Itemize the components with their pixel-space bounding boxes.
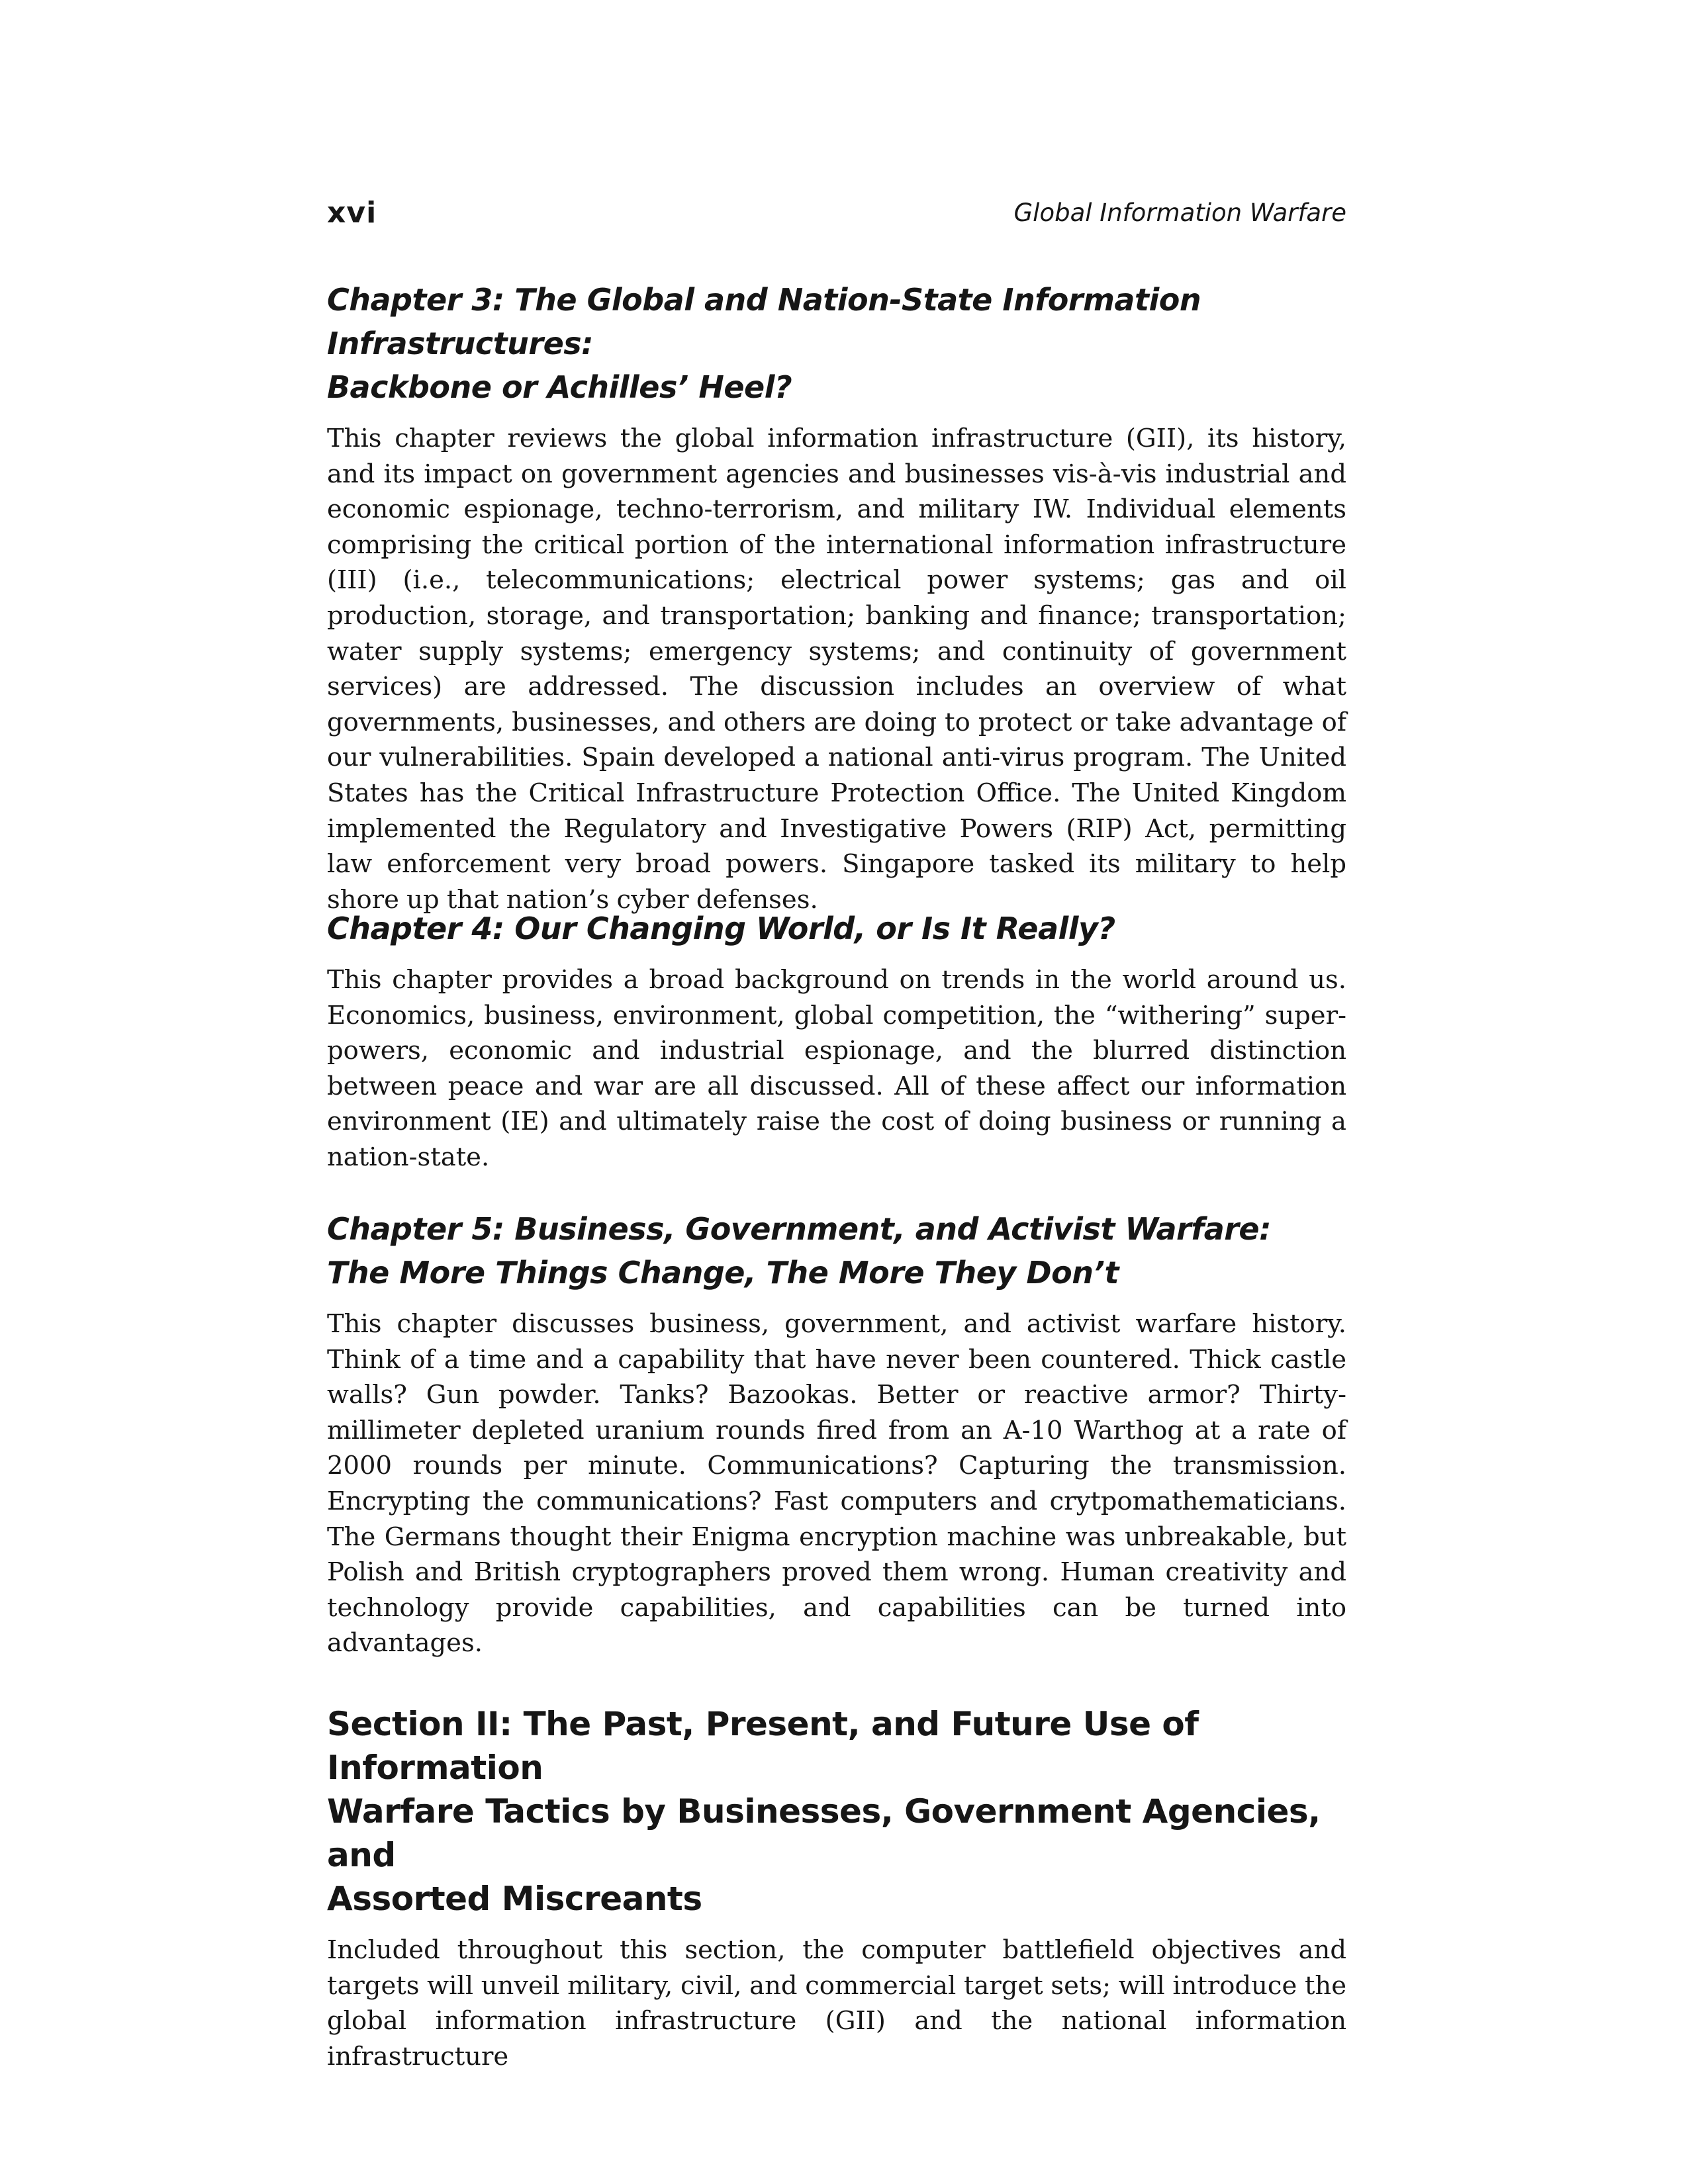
page-number: xvi <box>327 196 377 230</box>
chapter-5-heading-line-1: Chapter 5: Business, Government, and Activist Warfare: <box>327 1211 1272 1247</box>
running-book-title: Global Information Warfare <box>1013 199 1346 227</box>
section-2-summary <box>327 1702 1346 2074</box>
chapter-4-heading-line-1: Chapter 4: Our Changing World, or Is It Really? <box>327 911 1115 946</box>
chapter-3-summary <box>327 278 1346 917</box>
chapter-4-heading <box>327 907 1346 950</box>
chapter-3-heading-line-2: Backbone or Achilles’ Heel? <box>327 369 792 405</box>
section-2-heading-line-3: Assorted Miscreants <box>327 1880 702 1918</box>
document-page <box>327 0 1346 2184</box>
chapter-4-summary <box>327 907 1346 1175</box>
running-header <box>327 193 1346 233</box>
chapter-3-text: This chapter reviews the global information infrastructure (GII), its history, and its impact on government agencies and businesses vis-à-vis industrial and economic espionage, techno-terrorism, and military IW. Individual elements comprising the critical portion of the international information infrastructure (III) (i.e., telecommunications; electrical power systems; gas and oil production, storage, and transportation; banking and finance; transportation; water supply systems; emergency systems; and continuity of government services) are addressed. The discussion includes an overview of what governments, businesses, and others are doing to protect or take advantage of our vulnerabilities. Spain developed a national anti-virus program. The United States has the Critical Infrastructure Protection Office. The United Kingdom implemented the Regulatory and Investigative Powers (RIP) Act, permitting law enforcement very broad powers. Singapore tasked its military to help shore up that nation’s cyber defenses. <box>327 424 1346 915</box>
chapter-3-heading <box>327 278 1346 409</box>
section-2-heading-line-1: Section II: The Past, Present, and Future Use of Information <box>327 1705 1199 1787</box>
chapter-4-text: This chapter provides a broad background on trends in the world around us. Economics, business, environment, global competition, the “withering” superpowers, economic and industrial espionage, and the blurred distinction between peace and war are all discussed. All of these affect our information environment (IE) and ultimately raise the cost of doing business or running a nation-state. <box>327 965 1346 1172</box>
section-2-heading <box>327 1702 1346 1921</box>
chapter-5-heading <box>327 1207 1346 1295</box>
chapter-3-heading-line-1: Chapter 3: The Global and Nation-State Information Infrastructures: <box>327 282 1201 361</box>
chapter-5-summary <box>327 1207 1346 1661</box>
section-2-text: Included throughout this section, the computer battlefield objectives and targets will unveil military, civil, and commercial target sets; will introduce the global information infrastructure (GII) and the national information infrastructure <box>327 1935 1346 2071</box>
chapter-5-text: This chapter discusses business, government, and activist warfare history. Think of a time and a capability that have never been countered. Thick castle walls? Gun powder. Tanks? Bazookas. Better or reactive armor? Thirty-millimeter depleted uranium rounds fired from an A-10 Warthog at a rate of 2000 rounds per minute. Communications? Capturing the transmission. Encrypting the communications? Fast computers and crytpomathematicians. The Germans thought their Enigma encryption machine was unbreakable, but Polish and British cryptographers proved them wrong. Human creativity and technology provide capabilities, and capabilities can be turned into advantages. <box>327 1309 1346 1659</box>
section-2-heading-line-2: Warfare Tactics by Businesses, Government Agencies, and <box>327 1792 1321 1874</box>
chapter-5-heading-line-2: The More Things Change, The More They Don’t <box>327 1255 1119 1291</box>
